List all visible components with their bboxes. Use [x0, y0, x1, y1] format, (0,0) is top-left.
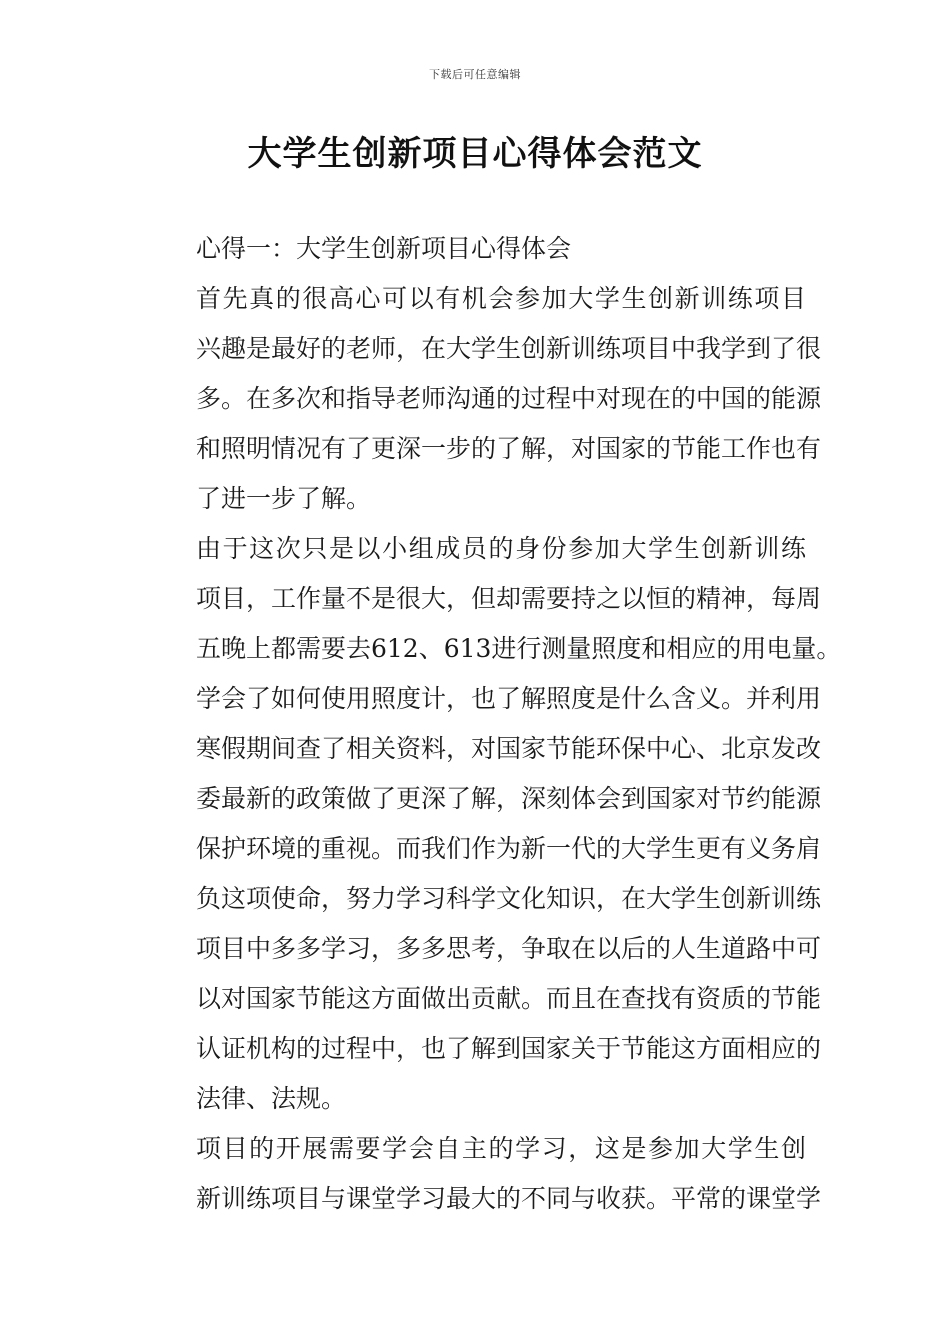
paragraph-line: 项目的开展需要学会自主的学习，这是参加大学生创: [196, 1134, 806, 1163]
paragraph-line: 五晚上都需要去612、613进行测量照度和相应的用电量。: [196, 634, 842, 663]
paragraph-line: 学会了如何使用照度计，也了解照度是什么含义。并利用: [196, 684, 822, 713]
paragraph-line: 由于这次只是以小组成员的身份参加大学生创新训练: [196, 534, 806, 563]
paragraph-line: 保护环境的重视。而我们作为新一代的大学生更有义务肩: [196, 834, 822, 863]
paragraph-line: 法律、法规。: [196, 1084, 347, 1113]
paragraph-line: 寒假期间查了相关资料，对国家节能环保中心、北京发改: [196, 734, 822, 763]
body-paragraph: [146, 1124, 822, 1224]
paragraph-line: 和照明情况有了更深一步的了解，对国家的节能工作也有: [196, 434, 822, 463]
paragraph-line: 项目中多多学习，多多思考，争取在以后的人生道路中可: [196, 934, 822, 963]
paragraph-line: 认证机构的过程中，也了解到国家关于节能这方面相应的: [196, 1034, 822, 1063]
paragraph-line: 兴趣是最好的老师，在大学生创新训练项目中我学到了很: [196, 334, 822, 363]
paragraph-line: 了进一步了解。: [196, 484, 372, 513]
section-heading: 心得一：大学生创新项目心得体会: [196, 234, 572, 263]
document-title: 大学生创新项目心得体会范文: [247, 134, 703, 174]
paragraph-line: 首先真的很高心可以有机会参加大学生创新训练项目: [196, 284, 806, 313]
body-paragraph: [146, 274, 822, 524]
document-body: [146, 224, 842, 1224]
header-note: 下载后可任意编辑: [429, 68, 521, 81]
body-paragraph: [146, 524, 842, 1124]
paragraph-line: 以对国家节能这方面做出贡献。而且在查找有资质的节能: [196, 984, 822, 1013]
paragraph-list: [146, 274, 842, 1224]
paragraph-line: 委最新的政策做了更深了解，深刻体会到国家对节约能源: [196, 784, 822, 813]
paragraph-line: 项目，工作量不是很大，但却需要持之以恒的精神，每周: [196, 584, 822, 613]
paragraph-line: 负这项使命，努力学习科学文化知识，在大学生创新训练: [196, 884, 822, 913]
paragraph-line: 新训练项目与课堂学习最大的不同与收获。平常的课堂学: [196, 1184, 822, 1213]
paragraph-line: 多。在多次和指导老师沟通的过程中对现在的中国的能源: [196, 384, 822, 413]
